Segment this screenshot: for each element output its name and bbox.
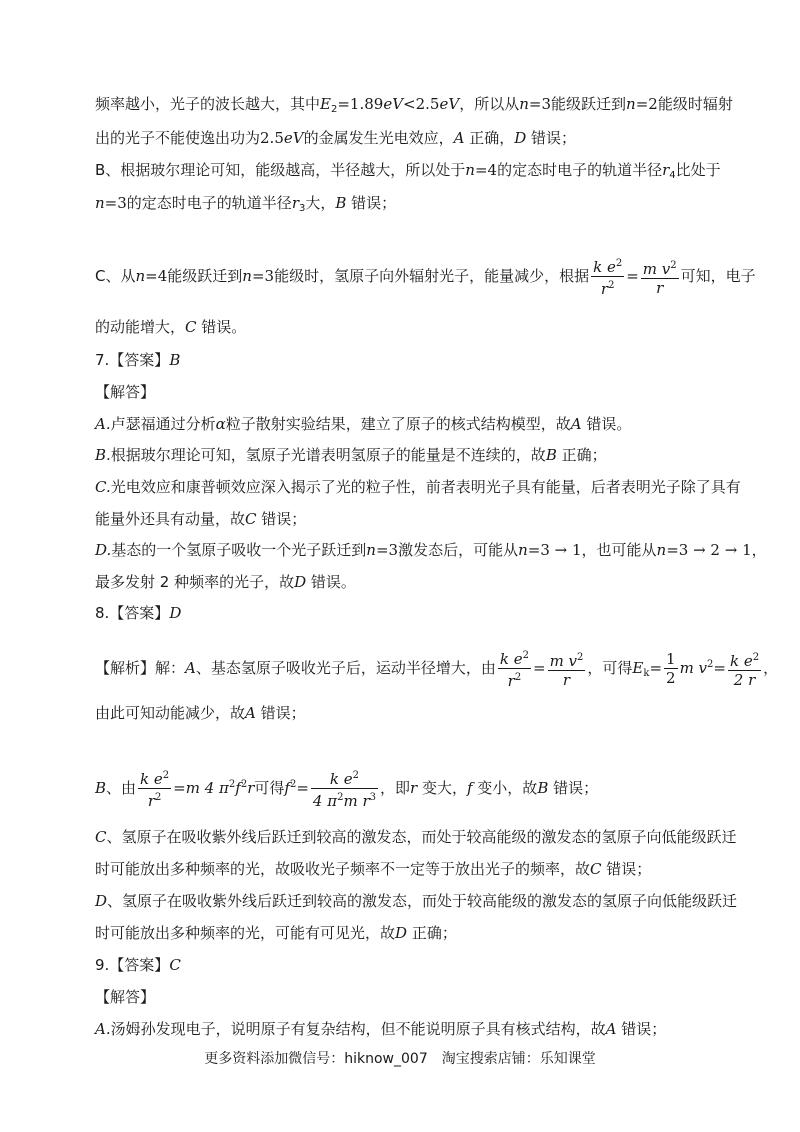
text-line: 的动能增大，C 错误。 <box>95 318 247 336</box>
text-line: 时可能放出多种频率的光，故吸收光子频率不一定等于放出光子的频率，故C 错误； <box>95 860 652 878</box>
fraction: $\frac{k e^2}{2 r}$ <box>728 649 761 689</box>
text-line: B、根据玻尔理论可知，能级越高，半径越大，所以处于n=4的定态时电子的轨道半径$r_4$比处于 <box>95 161 721 181</box>
fraction: $\frac{k e^2}{r^2}$ <box>498 647 531 690</box>
fraction: $\frac{k e^2}{4 \pi^2m r^3}$ <box>311 767 378 810</box>
fraction: $\frac{k e^2}{r^2}$ <box>138 767 171 810</box>
text-line: 由此可知动能减少，故A 错误； <box>95 704 306 722</box>
text-line: B、由 $\frac{k e^2}{r^2}$ =m 4 $\pi^2f^2r$可得$f^2=$ $\frac{k e^2}{4 \pi^2m r^3}$ ，即r 变大，f 变小，故B 错误； <box>95 765 598 810</box>
solution-heading: 【解答】 <box>95 988 156 1006</box>
solution-heading: 【解答】 <box>95 383 156 401</box>
text-line: D、氢原子在吸收紫外线后跃迁到较高的激发态，而处于较高能级的激发态的氢原子向低能级跃迁 <box>95 892 738 910</box>
text-line: C.光电效应和康普顿效应深入揭示了光的粒子性，前者表明光子具有能量，后者表明光子除了具有 <box>95 478 741 496</box>
text-line: A.汤姆孙发现电子，说明原子有复杂结构，但不能说明原子具有核式结构，故A 错误； <box>95 1020 667 1038</box>
fraction: $\frac{1}{2}$ <box>666 650 676 687</box>
text-line: B.根据玻尔理论可知，氢原子光谱表明氢原子的能量是不连续的，故B 正确； <box>95 446 607 464</box>
text-line: 时可能放出多种频率的光，可能有可见光，故D 正确； <box>95 924 457 942</box>
page-footer: 更多资料添加微信号：hiknow_007 淘宝搜索店铺：乐知课堂 <box>204 1051 596 1067</box>
text-line: 【解析】解：A、基态氢原子吸收光子后，运动半径增大，由 $\frac{k e^2}{r^2}$ = $\frac{m v^2}{r}$ ，可得$E_k=$ $\frac{1}{2}$ m $v^2=$ $\frac{k e^2}{2 r}$ ， <box>95 645 778 694</box>
answer-heading: 8.【答案】D <box>95 604 182 622</box>
answer-heading: 9.【答案】C <box>95 956 181 974</box>
text-line: 出的光子不能使逸出功为2.5eV的金属发生光电效应，A 正确，D 错误； <box>95 129 577 147</box>
text-line: C、从n=4能级跃迁到n=3能级时，氢原子向外辐射光子，能量减少，根据 $\frac{k e^2}{r^2}$ = $\frac{m v^2}{r}$ 可知，电子 <box>95 255 756 298</box>
text-line: C、氢原子在吸收紫外线后跃迁到较高的激发态，而处于较高能级的激发态的氢原子向低能级跃迁 <box>95 828 737 846</box>
text-line: n=3的定态时电子的轨道半径$r_3$大，B 错误； <box>95 194 397 214</box>
text-line: 能量外还具有动量，故C 错误； <box>95 510 307 528</box>
fraction: $\frac{m v^2}{r}$ <box>641 257 679 297</box>
text-line: A.卢瑟福通过分析α粒子散射实验结果，建立了原子的核式结构模型，故A 错误。 <box>95 415 632 433</box>
fraction: $\frac{k e^2}{r^2}$ <box>591 255 624 298</box>
fraction: $\frac{m v^2}{r}$ <box>548 649 586 689</box>
text-line: 频率越小，光子的波长越大，其中$E_2=1.89eV<2.5eV$，所以从n=3能级跃迁到n=2能级时辐射 <box>95 95 733 115</box>
text-line: 最多发射 2 种频率的光子，故D 错误。 <box>95 573 356 591</box>
text-line: D.基态的一个氢原子吸收一个光子跃迁到n=3激发态后，可能从n=3 → 1，也可能从n=3 → 2 → 1， <box>95 541 767 559</box>
answer-heading: 7.【答案】B <box>95 351 181 369</box>
